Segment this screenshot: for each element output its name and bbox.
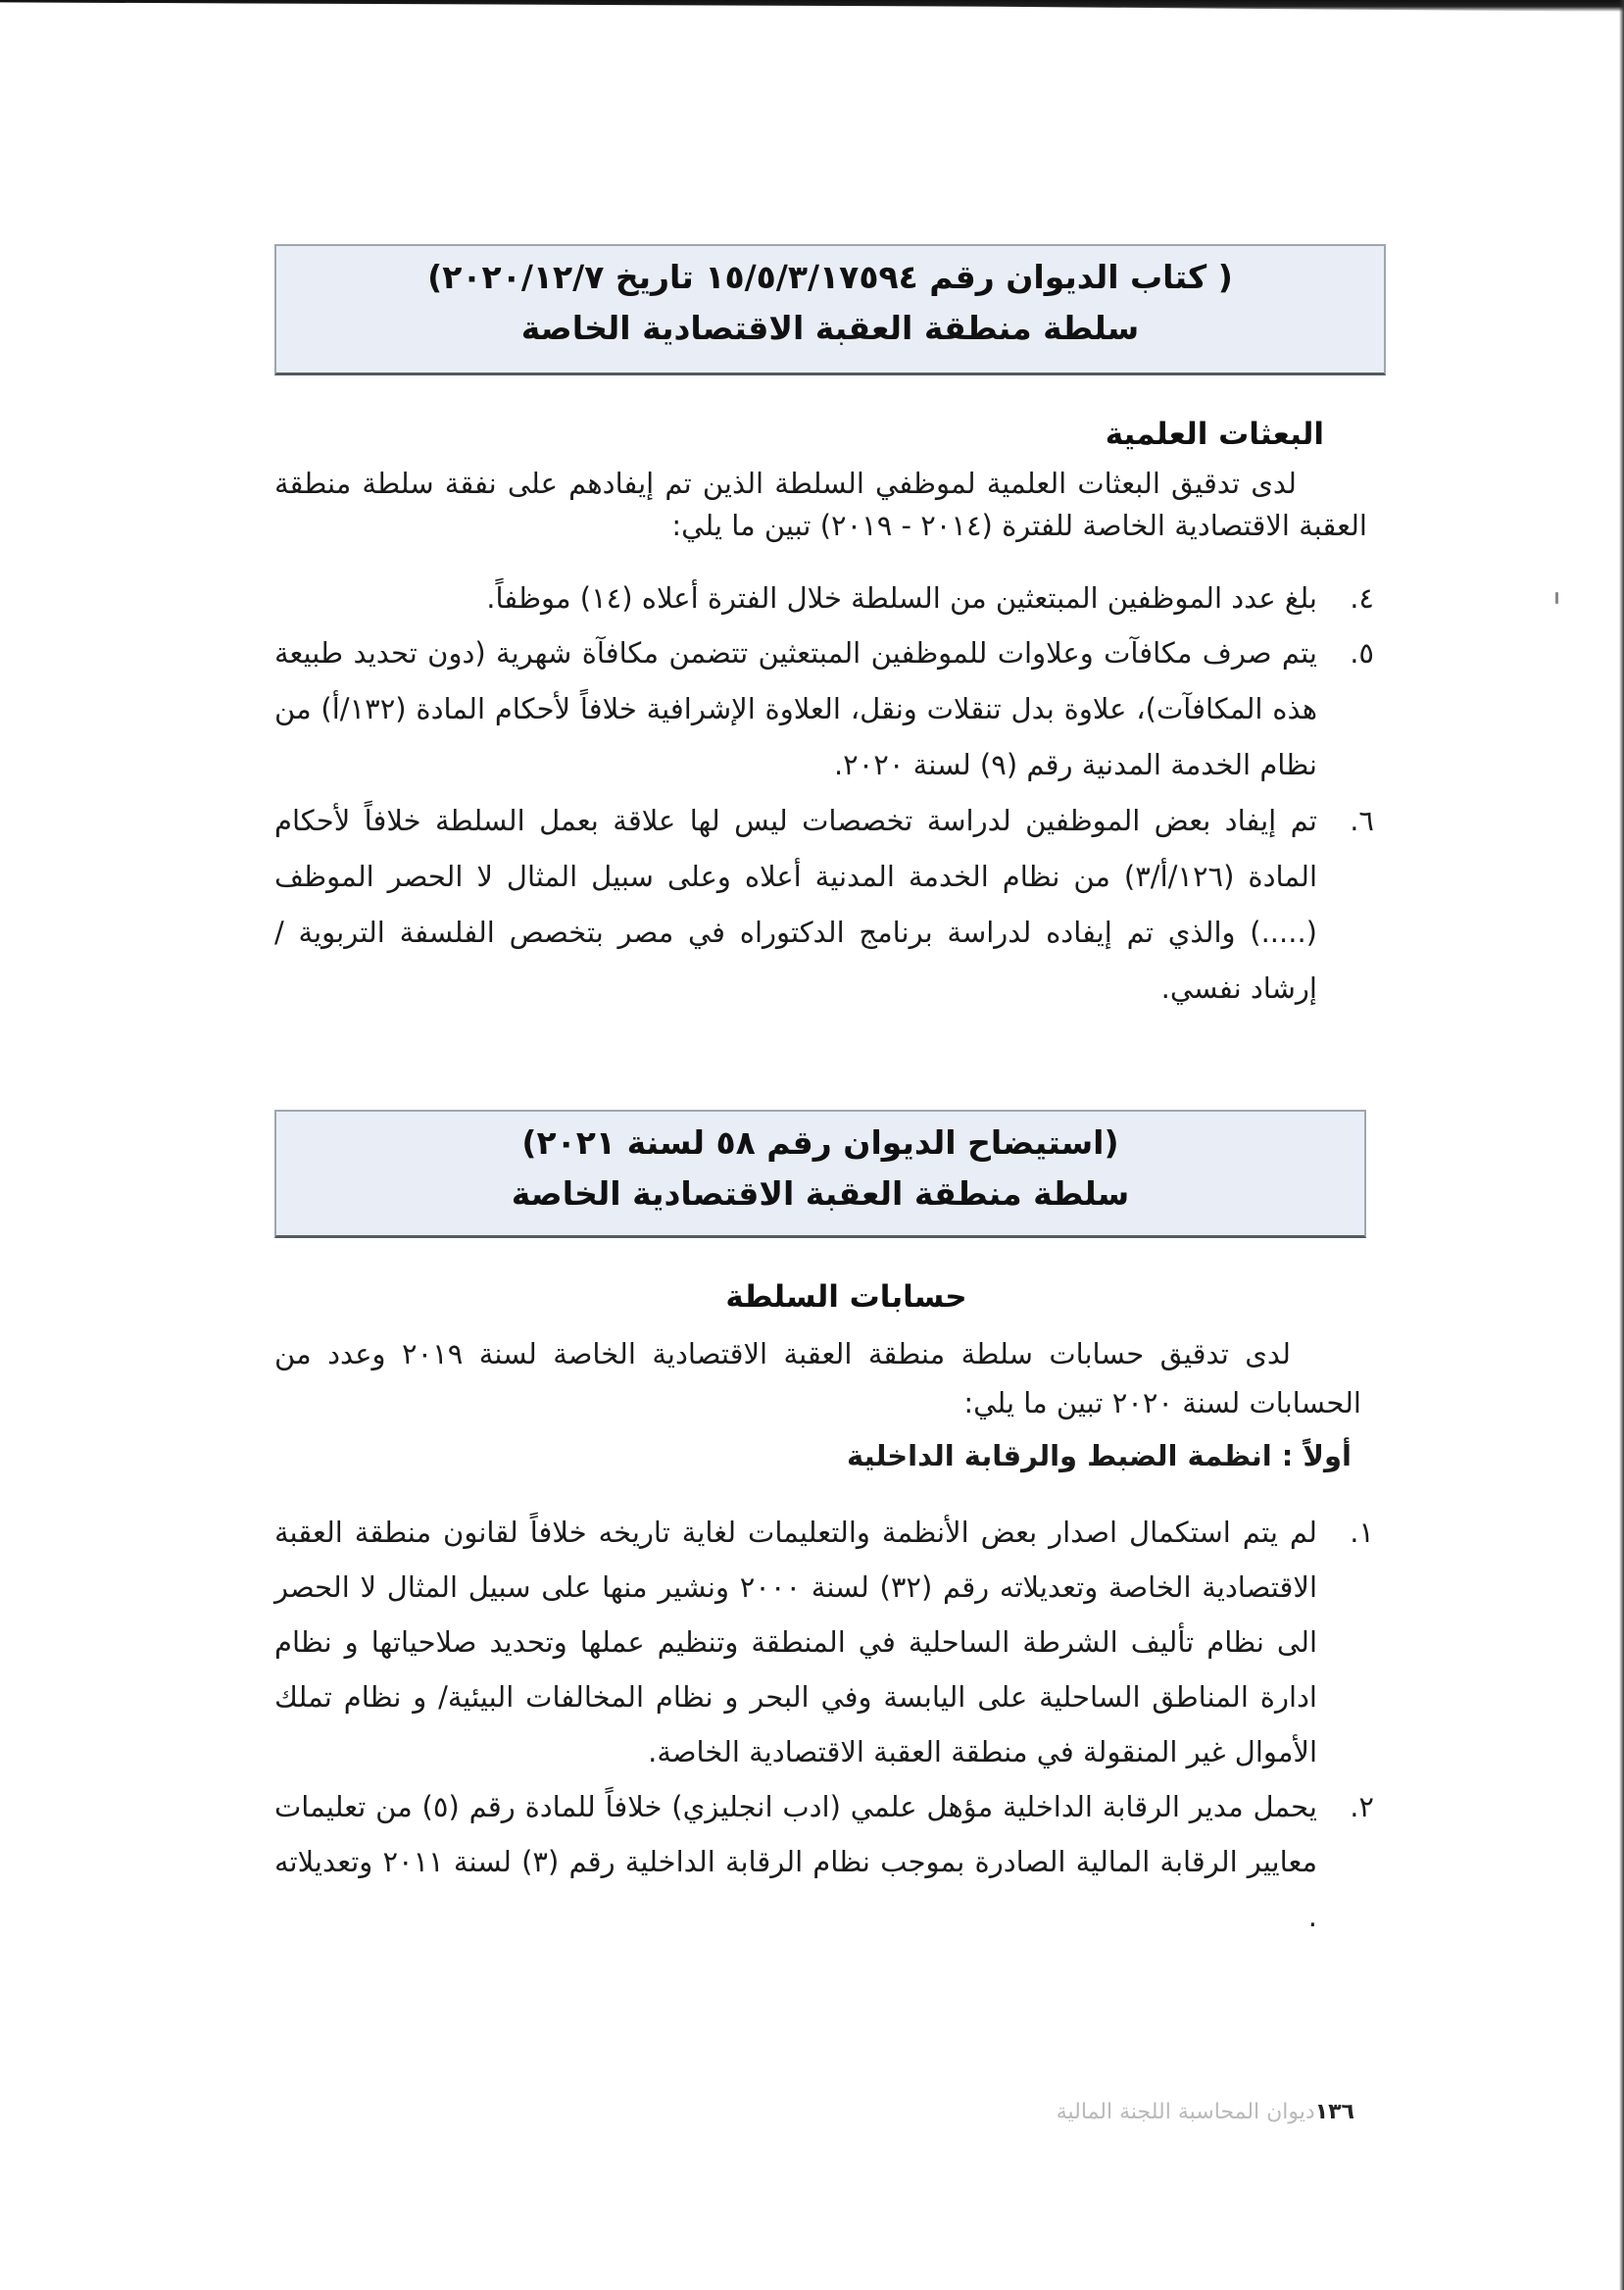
section1-findings-list [274, 571, 1624, 1017]
list-item-text: تم إيفاد بعض الموظفين لدراسة تخصصات ليس لها علاقة بعمل السلطة خلافاً لأحكام المادة (١٢٦/أ/٣) من نظام الخدمة المدنية أعلاه وعلى سبيل المثال لا الحصر الموظف (.....) والذي تم إيفاده لدراسة برنامج الدكتوراه في مصر بتخصص الفلسفة التربوية / إرشاد نفسي. [274, 804, 1318, 1005]
section1-intro [274, 463, 1367, 547]
section2-findings-list [274, 1505, 1624, 1944]
section2-subheading: أولاً : انظمة الضبط والرقابة الداخلية [847, 1439, 1352, 1472]
list-item [274, 571, 1374, 625]
list-item-text: لم يتم استكمال اصدار بعض الأنظمة والتعليمات لغاية تاريخه خلافاً لقانون منطقة العقبة الاقتصادية الخاصة وتعديلاته رقم (٣٢) لسنة ٢٠٠٠ ونشير منها على سبيل المثال لا الحصر الى نظام تأليف الشرطة الساحلية في المنطقة وتنظيم عملها وتحديد صلاحياتها و نظام ادارة المناطق الساحلية على اليابسة وفي البحر و نظام المخالفات البيئية/ و نظام تملك الأموال غير المنقولة في منطقة العقبة الاقتصادية الخاصة. [274, 1516, 1317, 1768]
section2-intro-text: لدى تدقيق حسابات سلطة منطقة العقبة الاقتصادية الخاصة لسنة ٢٠١٩ وعدد من الحسابات لسنة ٢٠٢٠ تبين ما يلي: [274, 1337, 1361, 1419]
section2-intro [274, 1329, 1361, 1427]
list-item-text: يتم صرف مكافآت وعلاوات للموظفين المبتعثين تتضمن مكافآة شهرية (دون تحديد طبيعة هذه المكافآت)، علاوة بدل تنقلات ونقل، العلاوة الإشرافية خلافاً لأحكام المادة (١٣٢/أ) من نظام الخدمة المدنية رقم (٩) لسنة ٢٠٢٠. [274, 636, 1317, 781]
list-item-number: ١. [1350, 1516, 1374, 1549]
section2-title-line1: (استيضاح الديوان رقم ٥٨ لسنة ٢٠٢١) [521, 1123, 1119, 1162]
list-item-text: يحمل مدير الرقابة الداخلية مؤهل علمي (ادب انجليزي) خلافاً للمادة رقم (٥) من تعليمات معايير الرقابة المالية الصادرة بموجب نظام الرقابة الداخلية رقم (٣) لسنة ٢٠١١ وتعديلاته . [274, 1790, 1317, 1933]
list-item [274, 1505, 1374, 1779]
section1-heading: البعثات العلمية [1105, 417, 1324, 452]
section2-title-line2: سلطة منطقة العقبة الاقتصادية الخاصة [511, 1174, 1130, 1213]
footer-text: ديوان المحاسبة اللجنة المالية [1056, 2100, 1315, 2124]
list-item [274, 1779, 1374, 1944]
list-item-text: بلغ عدد الموظفين المبتعثين من السلطة خلال الفترة أعلاه (١٤) موظفاً. [486, 581, 1317, 615]
section1-title-line1: ( كتاب الديوان رقم ١٥/٥/٣/١٧٥٩٤ تاريخ ٢٠٢٠/١٢/٧) [427, 258, 1233, 296]
list-item-number: ٦. [1350, 804, 1374, 837]
section1-title-line2: سلطة منطقة العقبة الاقتصادية الخاصة [520, 309, 1140, 347]
page-footer [1057, 2100, 1354, 2124]
section2-title-box [274, 1110, 1366, 1238]
list-item-number: ٥. [1350, 636, 1374, 670]
list-item [274, 793, 1374, 1017]
section1-intro-text: لدى تدقيق البعثات العلمية لموظفي السلطة الذين تم إيفادهم على نفقة سلطة منطقة العقبة الاقتصادية الخاصة للفترة (٢٠١٤ - ٢٠١٩) تبين ما يلي: [274, 467, 1367, 542]
section2-heading: حسابات السلطة [725, 1279, 967, 1315]
list-item-number: ٢. [1350, 1790, 1374, 1823]
page-number: ١٣٦ [1314, 2100, 1354, 2124]
section1-title-box [274, 244, 1386, 375]
list-item-number: ٤. [1350, 581, 1374, 615]
list-item [274, 625, 1374, 793]
